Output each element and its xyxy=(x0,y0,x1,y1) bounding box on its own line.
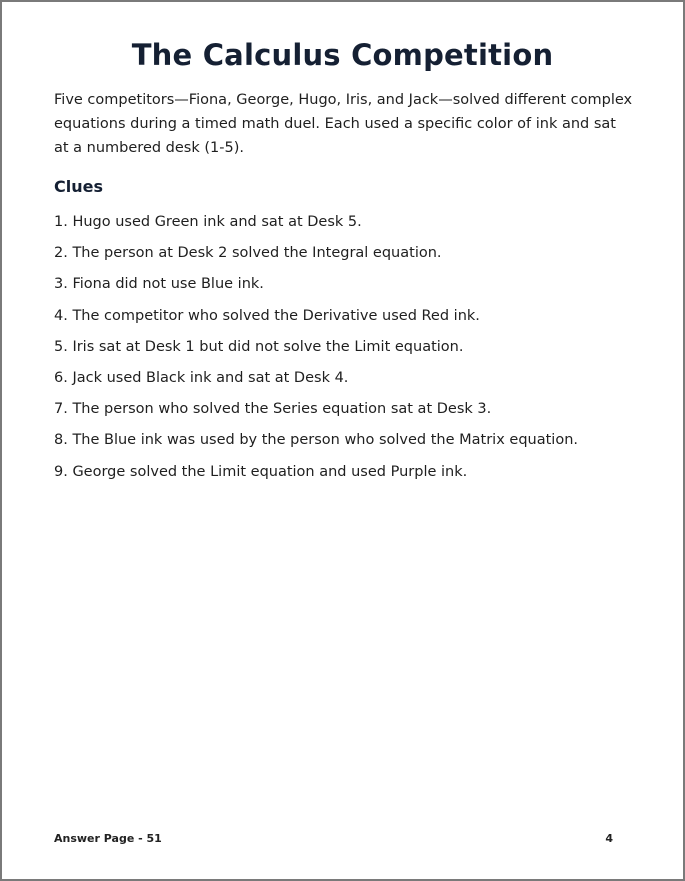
clues-list xyxy=(54,210,654,491)
clue-item: 4. The competitor who solved the Derivative used Red ink. xyxy=(54,307,480,324)
clue-item: 3. Fiona did not use Blue ink. xyxy=(54,276,264,293)
footer-answer-page: Answer Page - 51 xyxy=(54,832,162,845)
clue-item: 9. George solved the Limit equation and used Purple ink. xyxy=(54,463,468,480)
page-title: The Calculus Competition xyxy=(131,38,554,72)
clue-item: 5. Iris sat at Desk 1 but did not solve the Limit equation. xyxy=(54,338,464,355)
clue-item: 2. The person at Desk 2 solved the Integral equation. xyxy=(54,245,442,262)
intro-paragraph: Five competitors—Fiona, George, Hugo, Iris, and Jack—solved different complex equations during a timed math duel. Each used a specific color of ink and sat at a numbered desk (1-5). xyxy=(54,92,633,156)
clues-heading: Clues xyxy=(54,177,103,196)
clue-item: 6. Jack used Black ink and sat at Desk 4. xyxy=(54,369,349,386)
footer-page-number: 4 xyxy=(605,832,613,845)
clue-item: 8. The Blue ink was used by the person who solved the Matrix equation. xyxy=(54,432,578,449)
clue-item: 1. Hugo used Green ink and sat at Desk 5. xyxy=(54,214,362,230)
clue-item: 7. The person who solved the Series equation sat at Desk 3. xyxy=(54,401,492,418)
